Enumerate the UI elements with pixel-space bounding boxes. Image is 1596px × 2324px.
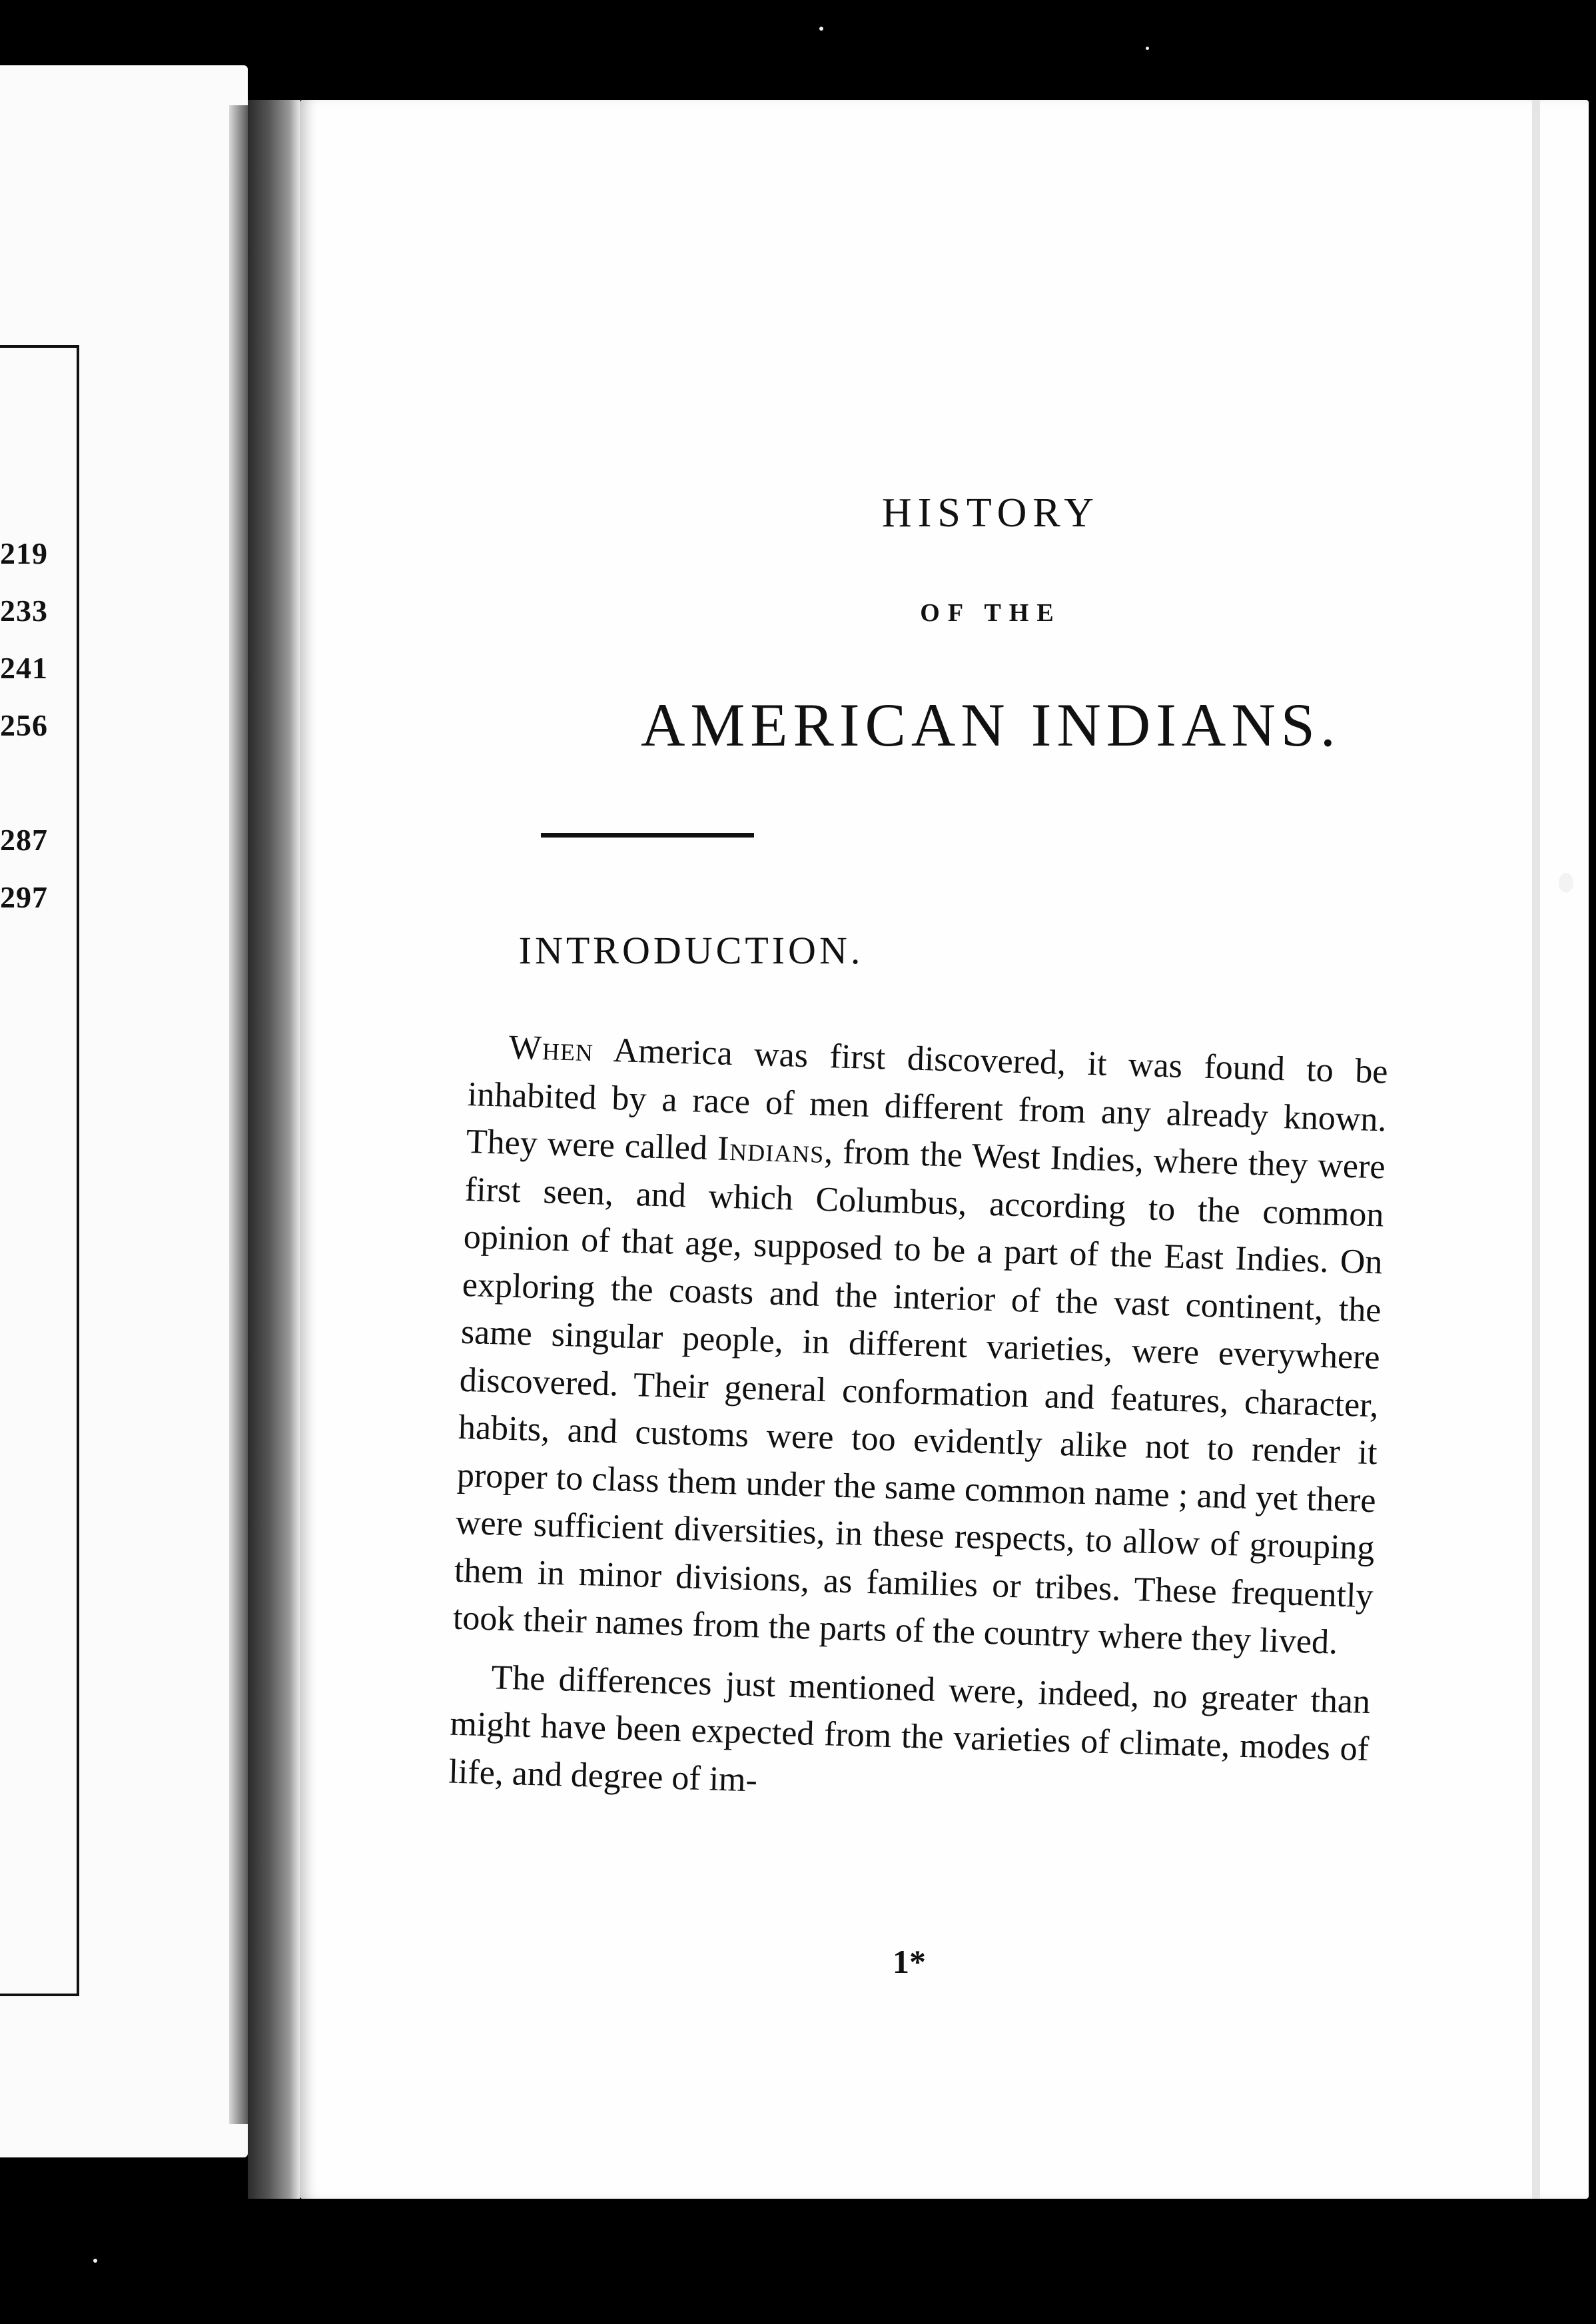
book-binding-gutter [248,100,300,2199]
contents-page-numbers [0,525,48,926]
toc-page-number: 219 [0,536,48,570]
section-heading: INTRODUCTION. [518,929,864,972]
page-edge [1532,100,1540,2199]
scan-speck [1559,873,1573,893]
title-history: HISTORY [881,490,1100,536]
previous-page [0,65,248,2157]
paragraph-1-text-b: , from the West Indies, where they were first seen, and which Columbus, according to the common opinion of that age, supposed to be a part of the East Indies. On exploring the coasts and the interior of the vast continent, the same singular people, in different varieties, were everywhere discovered. Their general conformation and features, character, habits, and customs were too evidently alike not to render it proper to class them under the same common name ; and yet there were sufficient diversities, in these respects, to allow of grouping them in minor divisions, as families or tribes. These frequently took their names from the parts of the country where they lived. [452,1132,1386,1662]
toc-gap [0,754,48,812]
title-of-the: OF THE [920,599,1062,627]
signature-mark: 1* [893,1943,926,1980]
scan-speck [1146,47,1149,50]
lead-word: When [508,1028,594,1069]
paragraph-2: The differences just mentioned were, indeed, no greater than might have been expected from the varieties of climate, modes of life, and degree of im- [448,1658,1371,1799]
body-text [448,1023,1389,1821]
title-american-indians: AMERICAN INDIANS. [641,691,1341,759]
toc-page-number: 233 [0,594,48,628]
title-rule [541,833,754,838]
toc-page-number: 256 [0,708,48,742]
small-caps-word: Indians [717,1129,825,1171]
toc-page-number: 287 [0,823,48,857]
scan-speck [819,27,823,31]
toc-page-number: 297 [0,880,48,914]
paragraph-1 [452,1023,1388,1668]
toc-page-number: 241 [0,651,48,685]
paragraph-1-text-a: America was first discovered, it was found to be inhabited by a race of men different from any already known. They were called [466,1031,1389,1168]
scan-speck [93,2259,97,2263]
